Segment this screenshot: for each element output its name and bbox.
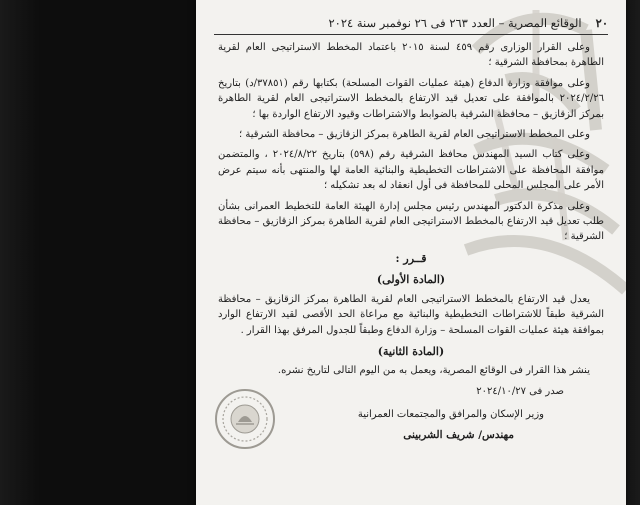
issue-date: صدر فى ٢٠٢٤/١٠/٢٧ xyxy=(476,385,564,397)
minister-name: مهندس/ شريف الشربينى xyxy=(403,428,514,441)
header-divider xyxy=(214,34,608,35)
gazette-issue-title: الوقائع المصرية – العدد ٢٦٣ فى ٢٦ نوفمبر سنة ٢٠٢٤ xyxy=(328,16,582,30)
article-2-text: ينشر هذا القرار فى الوقائع المصرية، ويعمل به من اليوم التالى لتاريخ نشره. xyxy=(277,365,590,377)
decision-heading: قــرر : xyxy=(395,251,427,265)
official-seal-icon xyxy=(214,388,276,450)
article-1-heading: (المادة الأولى) xyxy=(376,273,446,287)
document-page xyxy=(196,0,626,505)
preamble-paragraph: وعلى القرار الوزارى رقم ٤٥٩ لسنة ٢٠١٥ باعتماد المخطط الاستراتيجى العام لقرية الطاهرة بمحافظة الشرقية ؛ xyxy=(218,42,604,69)
preamble-paragraph: وعلى المخطط الاستراتيجى العام لقرية الطاهرة بمركز الزقازيق – محافظة الشرقية ؛ xyxy=(239,129,590,141)
page-number: ٢٠ xyxy=(595,16,608,30)
page-header xyxy=(214,16,608,32)
decree-body xyxy=(218,40,604,448)
minister-title: وزير الإسكان والمرافق والمجتمعات العمرانية xyxy=(357,409,544,421)
preamble-paragraph: وعلى كتاب السيد المهندس محافظ الشرقية رقم (٥٩٨) بتاريخ ٢٠٢٤/٨/٢٢ ، والمتضمن موافقة المحافظة على الاشتراطات التخطيطية والبنائية العامة لها والمنتهى بأنه سيتم عرض الأمر على المجلس المحلى للمحافظة فى أول انعقاد له بعد تشكيله ؛ xyxy=(218,149,604,192)
article-2-heading: (المادة الثانية) xyxy=(377,344,445,358)
preamble-paragraph: وعلى مذكرة الدكتور المهندس رئيس مجلس إدارة الهيئة العامة للتخطيط العمرانى بشأن طلب تعديل قيد الارتفاع بالمخطط الاستراتيجى العام لقرية الطاهرة بمركز الزقازيق – محافظة الشرقية ؛ xyxy=(218,200,604,243)
preamble-paragraph: وعلى موافقة وزارة الدفاع (هيئة عمليات القوات المسلحة) بكتابها رقم (٣٧٨٥١/د) بتاريخ ٢٠٢٤/٢/٢٦ بالموافقة على تعديل قيد الارتفاع بالمخطط الاستراتيجى العام لقرية الطاهرة بمركز الزقازيق – محافظة الشرقية بالضوابط والاشتراطات وقيود الارتفاع الواردة بها ؛ xyxy=(218,77,604,120)
article-1-text: يعدل قيد الارتفاع بالمخطط الاستراتيجى العام لقرية الطاهرة بمركز الزقازيق – محافظة الشرقية طبقاً للاشتراطات التخطيطية والبنائية مع مراعاة الحد الأقصى لقيد الارتفاع الوارد بموافقة هيئة عمليات القوات المسلحة – وزارة الدفاع وطبقاً للجدول المرفق بهذا القرار . xyxy=(218,293,604,336)
